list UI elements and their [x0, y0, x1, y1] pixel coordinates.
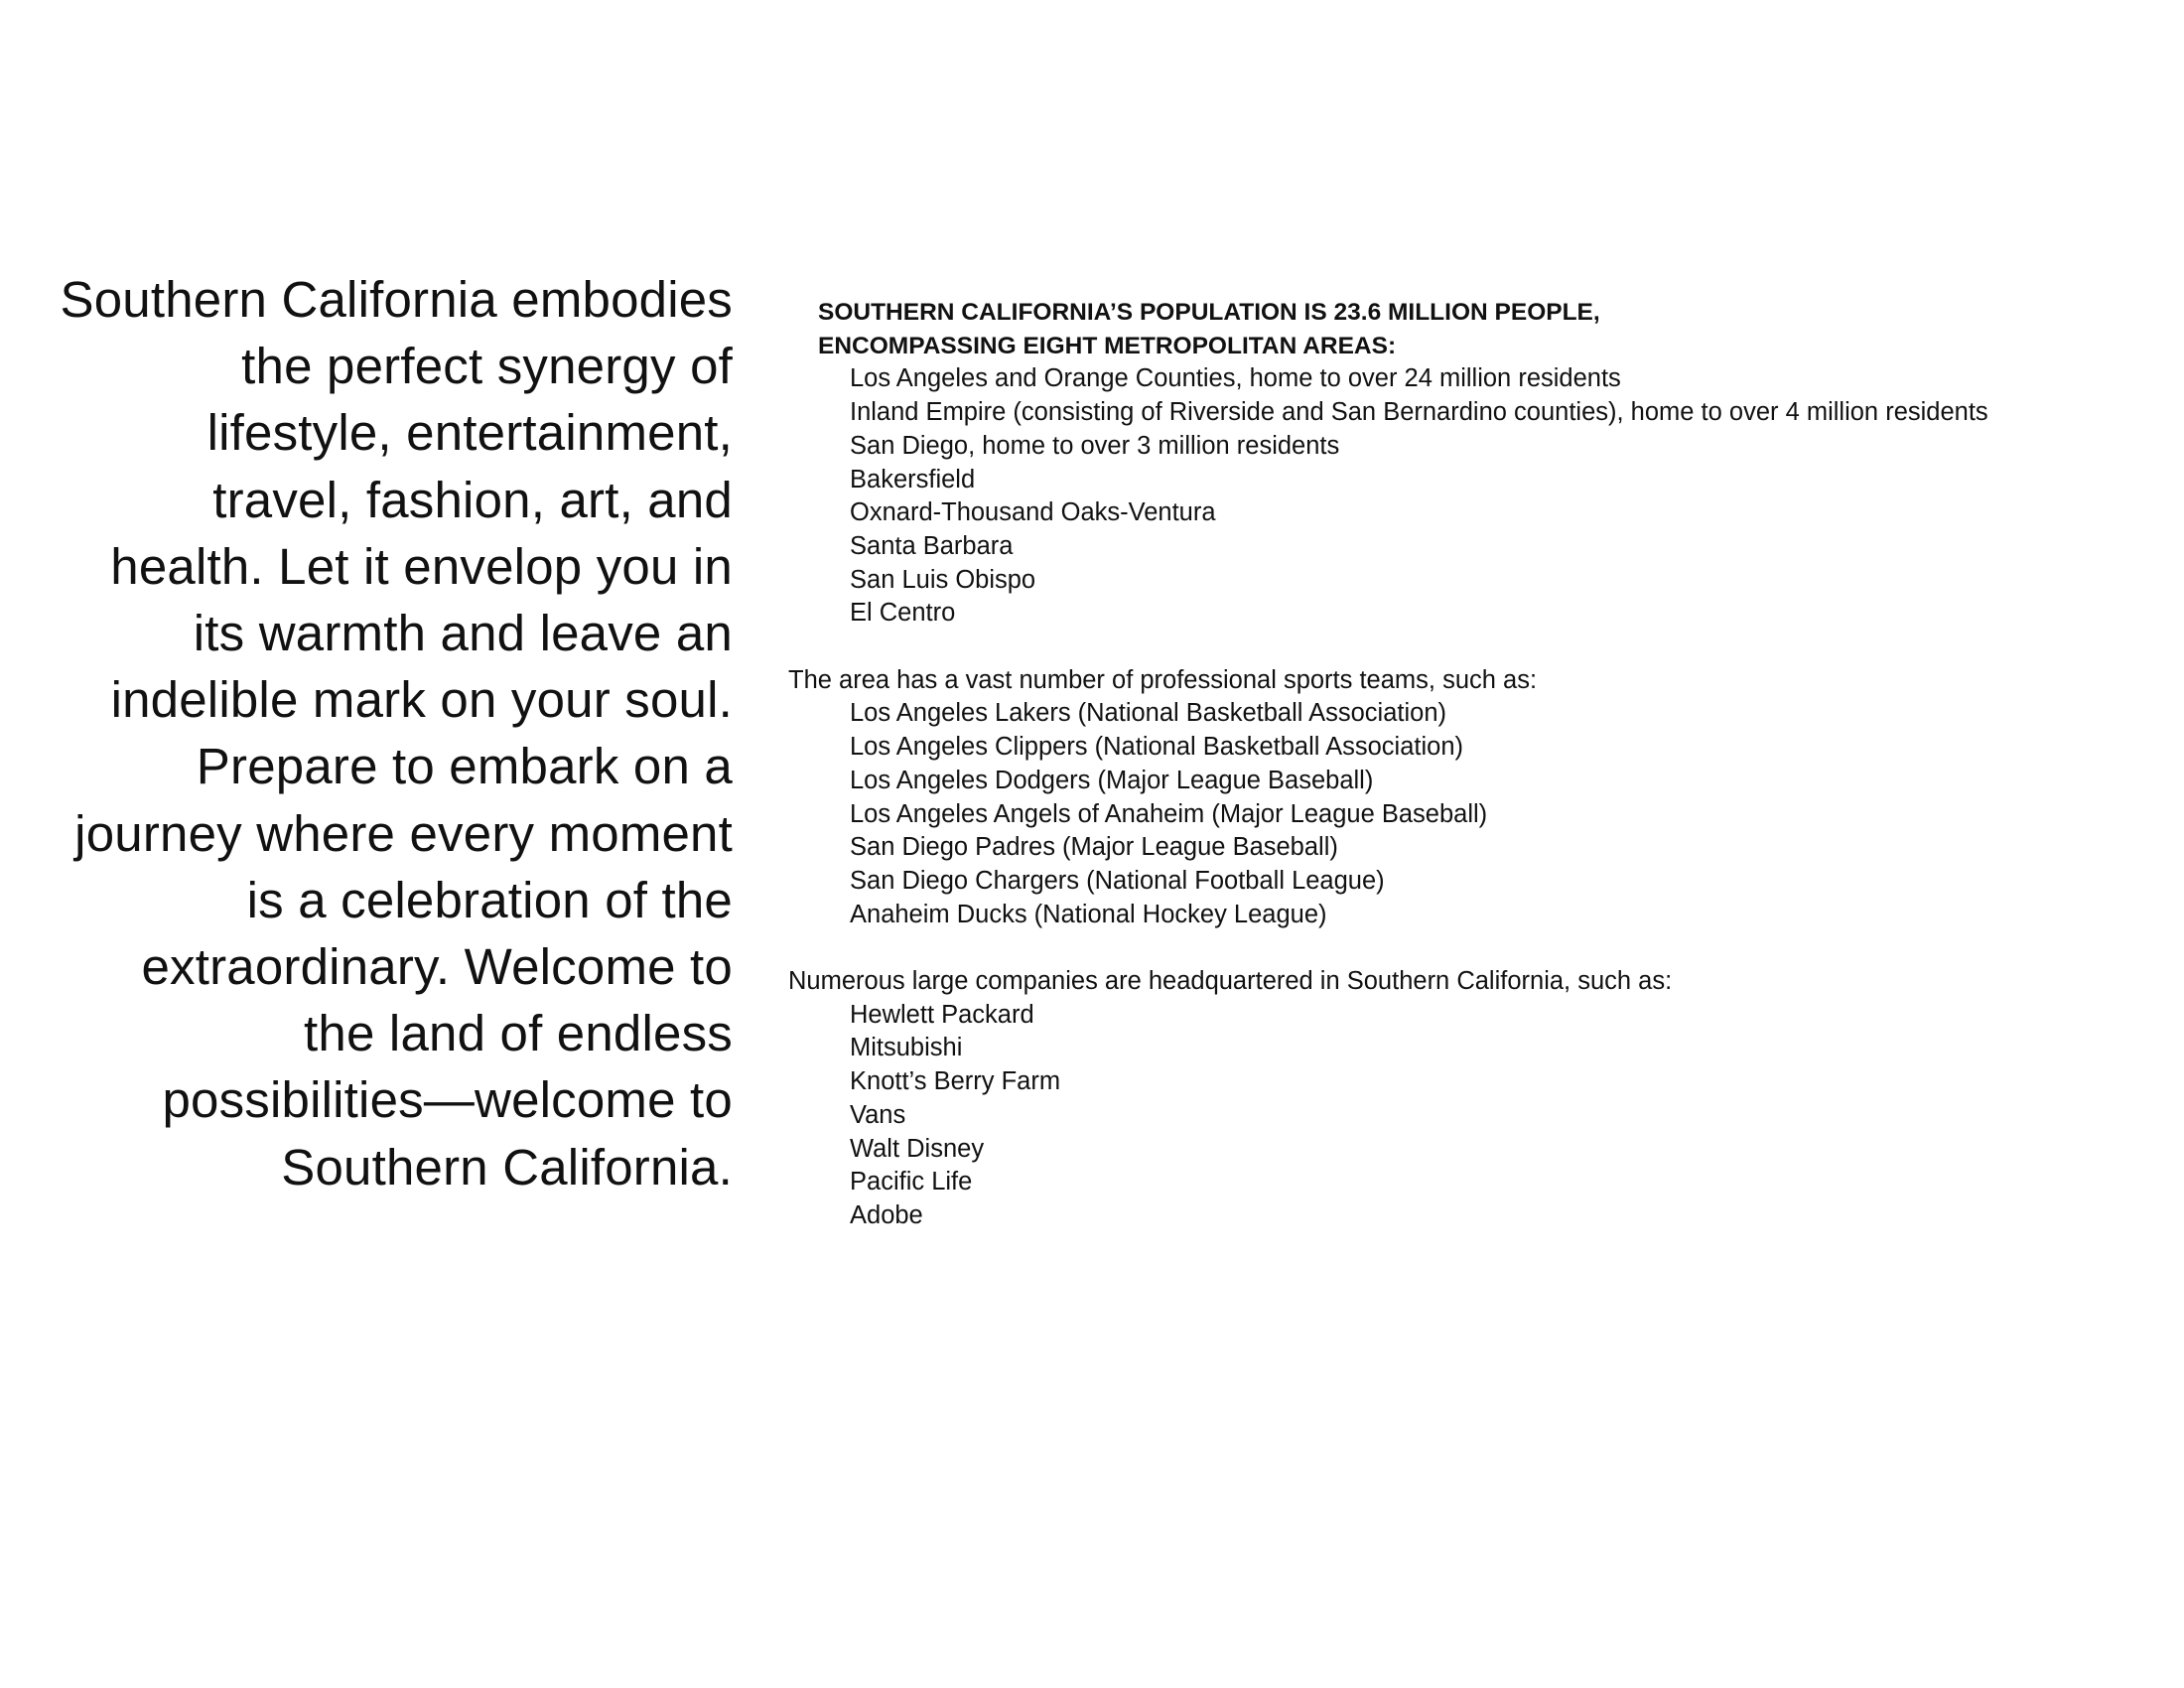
list-item: El Centro — [850, 599, 956, 628]
companies-lead: Numerous large companies are headquartered in Southern California, such as: — [788, 967, 1673, 996]
list-item: Los Angeles Dodgers (Major League Baseball) — [850, 766, 1374, 794]
list-item: San Diego Padres (Major League Baseball) — [850, 833, 1338, 862]
list-item: San Diego Chargers (National Football League) — [850, 866, 1385, 895]
list-item: Oxnard-Thousand Oaks-Ventura — [850, 498, 1216, 527]
list-item: Mitsubishi — [850, 1034, 963, 1062]
list-item: Los Angeles Lakers (National Basketball Association) — [850, 699, 1447, 728]
list-item: Hewlett Packard — [850, 1000, 1034, 1029]
population-heading-line: ENCOMPASSING EIGHT METROPOLITAN AREAS: — [818, 332, 1397, 359]
list-item: Los Angeles Angels of Anaheim (Major League Baseball) — [850, 799, 1488, 828]
list-item: Los Angeles and Orange Counties, home to over 24 million residents — [850, 364, 1621, 393]
list-item: Bakersfield — [850, 465, 976, 493]
list-item: San Diego, home to over 3 million residents — [850, 431, 1340, 460]
intro-paragraph: Southern California embodies the perfect synergy of lifestyle, entertainment, travel, fashion, art, and health. Let it envelop you in its warmth and leave an indelible mark on your soul. Prepare to embark on a journey where every moment is a celebration of the extraordinary. Welcome to the land of endless possibilities—welcome to Southern California. — [60, 271, 733, 1196]
list-item: Anaheim Ducks (National Hockey League) — [850, 900, 1327, 928]
sports-team-list — [788, 697, 2138, 931]
metro-area-list — [788, 362, 2138, 631]
list-item: Adobe — [850, 1200, 923, 1229]
facts-column — [788, 296, 2138, 1233]
list-item: Santa Barbara — [850, 531, 1014, 560]
sports-lead: The area has a vast number of professional sports teams, such as: — [788, 665, 1538, 694]
list-item: San Luis Obispo — [850, 565, 1036, 594]
list-item: Pacific Life — [850, 1168, 973, 1196]
company-list — [788, 999, 2138, 1233]
list-item: Vans — [850, 1100, 906, 1129]
list-item: Knott’s Berry Farm — [850, 1067, 1061, 1096]
population-heading — [818, 296, 2138, 362]
population-heading-line: SOUTHERN CALIFORNIA’S POPULATION IS 23.6 MILLION PEOPLE, — [818, 299, 1600, 326]
list-item: Inland Empire (consisting of Riverside and San Bernardino counties), home to over 4 million residents — [850, 398, 1988, 427]
list-item: Walt Disney — [850, 1134, 985, 1163]
list-item: Los Angeles Clippers (National Basketball Association) — [850, 733, 1464, 762]
